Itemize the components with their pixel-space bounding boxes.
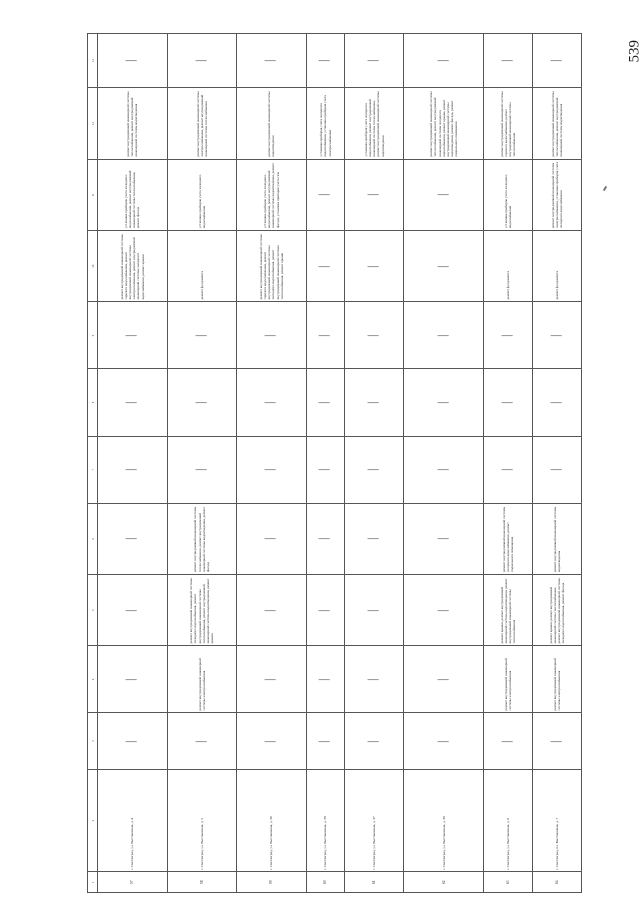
empty-dash-cell: —: [306, 713, 344, 769]
empty-dash-cell: —: [306, 574, 344, 645]
empty-dash-cell: —: [98, 574, 168, 645]
empty-dash-cell: —: [306, 159, 344, 230]
empty-dash-cell: —: [237, 34, 307, 88]
table-row: [404, 34, 484, 893]
empty-dash-cell: —: [533, 369, 582, 436]
work-description-cell: ремонт внутридомовой инженерной системы горячего водоснабжения, ремонт внутридомовой инженерной системы холодного водоснабжения, ремонт внутридомовой инженерной системы теплоснабжения, ремонт крыши: [237, 231, 307, 302]
address-cell: г. Светлоград, ул. Выставочная, д. 36: [237, 769, 307, 872]
work-description-cell: ремонт внутридомовой инженерной системы теплоснабжения, ремонт внутридомовой инженерной системы водоотведения, ремонт фасада: [167, 503, 237, 574]
row-number-cell: 60: [306, 872, 344, 893]
row-number-cell: 64: [533, 872, 582, 893]
empty-dash-cell: —: [345, 713, 404, 769]
empty-dash-cell: —: [345, 369, 404, 436]
empty-dash-cell: —: [167, 302, 237, 369]
work-description-cell: ремонт фундамента: [484, 231, 533, 302]
work-description-cell: ремонт внутридомовой инженерной системы холодного водоснабжения, ремонт внутридомовой инженерной системы теплоснабжения, ремонт внутридомовой инженерной системы водоотведения, ремонт крыши: [167, 574, 237, 645]
empty-dash-cell: —: [533, 713, 582, 769]
table-row: [237, 34, 307, 893]
address-cell: г. Светлоград, ул. Выставочная, д. 37: [345, 769, 404, 872]
empty-dash-cell: —: [306, 436, 344, 503]
empty-dash-cell: —: [404, 436, 484, 503]
empty-dash-cell: —: [345, 302, 404, 369]
empty-dash-cell: —: [237, 646, 307, 713]
empty-dash-cell: —: [404, 574, 484, 645]
column-number-row: [88, 34, 98, 893]
column-number-header: 3: [88, 713, 98, 769]
row-number-cell: 57: [98, 872, 168, 893]
table-row: [484, 34, 533, 893]
empty-dash-cell: —: [484, 369, 533, 436]
work-description-cell: ремонт внутридомовой инженерной системы электроснабжения: [484, 646, 533, 713]
empty-dash-cell: —: [484, 436, 533, 503]
address-cell: г. Светлоград, ул. Выставочная, д. 38: [404, 769, 484, 872]
work-description-cell: установка приборов учета холодного водоснабжения, установка приборов учета электроснабжения: [306, 88, 344, 159]
empty-dash-cell: —: [345, 231, 404, 302]
empty-dash-cell: —: [98, 302, 168, 369]
empty-dash-cell: —: [404, 503, 484, 574]
empty-dash-cell: —: [345, 574, 404, 645]
empty-dash-cell: —: [533, 436, 582, 503]
table-row: [98, 34, 168, 893]
empty-dash-cell: —: [484, 713, 533, 769]
empty-dash-cell: —: [237, 369, 307, 436]
empty-dash-cell: —: [306, 646, 344, 713]
column-number-header: 5: [88, 574, 98, 645]
empty-dash-cell: —: [404, 302, 484, 369]
work-description-cell: ремонт внутридомовой инженерной системы электроснабжения: [167, 646, 237, 713]
work-description-cell: ремонт внутридомовой инженерной системы теплоснабжения, ремонт внутридомовой инженерной системы холодного водоснабжения, ремонт крыши, ремонт внутридомовой инженерной системы водоотведения, ремонт фасада, ремонт подвального помещения: [404, 88, 484, 159]
empty-dash-cell: —: [404, 159, 484, 230]
work-description-cell: установка приборов учета холодного водоснабжения: [484, 159, 533, 230]
table-row: [533, 34, 582, 893]
column-number-header: 1: [88, 872, 98, 893]
empty-dash-cell: —: [345, 646, 404, 713]
work-description-cell: ремонт внутридомовой инженерной системы электроснабжения: [533, 646, 582, 713]
empty-dash-cell: —: [167, 34, 237, 88]
address-cell: г. Светлоград, пл. Выставочная, д. 7: [533, 769, 582, 872]
column-number-header: 12: [88, 88, 98, 159]
empty-dash-cell: —: [98, 646, 168, 713]
empty-dash-cell: —: [98, 34, 168, 88]
work-description-cell: установка приборов учета холодного водоснабжения: [167, 159, 237, 230]
empty-dash-cell: —: [404, 369, 484, 436]
empty-dash-cell: —: [237, 574, 307, 645]
column-number-header: 2: [88, 769, 98, 872]
empty-dash-cell: —: [237, 436, 307, 503]
work-description-cell: ремонт внутридомовой инженерной системы теплоснабжения, ремонт внутридомовой инженерной системы водоотведения: [533, 88, 582, 159]
column-number-header: 11: [88, 159, 98, 230]
table-row: [345, 34, 404, 893]
work-description-cell: ремонт внутридомовой инженерной системы водоотведения: [533, 503, 582, 574]
table-row: [306, 34, 344, 893]
empty-dash-cell: —: [345, 436, 404, 503]
work-description-cell: ремонт фундамента: [167, 231, 237, 302]
address-cell: г. Светлоград, ул. Выставочная, д. 4: [98, 769, 168, 872]
column-number-header: 9: [88, 302, 98, 369]
row-number-cell: 63: [484, 872, 533, 893]
empty-dash-cell: —: [237, 503, 307, 574]
work-description-cell: ремонт фундамента: [533, 231, 582, 302]
rotated-table-container: [87, 33, 582, 893]
work-description-cell: ремонт крыши, ремонт внутридомовой инженерной системы теплоснабжения, ремонт внутридомовой инженерной системы холодного водоснабжения, ремонт фасада: [533, 574, 582, 645]
work-description-cell: ремонт внутридомовой инженерной системы холодного водоснабжения, ремонт подвального помещения: [484, 503, 533, 574]
repair-register-table: [87, 33, 582, 893]
empty-dash-cell: —: [306, 231, 344, 302]
column-number-header: 13: [88, 34, 98, 88]
address-cell: г. Светлоград, ул. Выставочная, д. 38: [306, 769, 344, 872]
work-description-cell: ремонт крыши, ремонт внутридомовой инженерной системы водоотведения, ремонт внутридомовой инженерной системы теплоснабжения: [484, 574, 533, 645]
empty-dash-cell: —: [237, 713, 307, 769]
empty-dash-cell: —: [533, 34, 582, 88]
empty-dash-cell: —: [345, 503, 404, 574]
empty-dash-cell: —: [484, 302, 533, 369]
column-number-header: 4: [88, 646, 98, 713]
empty-dash-cell: —: [404, 646, 484, 713]
empty-dash-cell: —: [345, 34, 404, 88]
empty-dash-cell: —: [484, 34, 533, 88]
work-description-cell: ремонт внутридомовой инженерной системы водоотведения: [237, 88, 307, 159]
empty-dash-cell: —: [404, 34, 484, 88]
empty-dash-cell: —: [98, 503, 168, 574]
row-number-cell: 58: [167, 872, 237, 893]
empty-dash-cell: —: [306, 34, 344, 88]
empty-dash-cell: —: [98, 369, 168, 436]
column-number-header: 7: [88, 436, 98, 503]
work-description-cell: ремонт внутридомовой инженерной системы электроснабжения, ремонт внутридомовой инженерной системы теплоснабжения: [167, 88, 237, 159]
empty-dash-cell: —: [533, 302, 582, 369]
empty-dash-cell: —: [98, 436, 168, 503]
table-row: [167, 34, 237, 893]
column-number-header: 8: [88, 369, 98, 436]
work-description-cell: ремонт внутридомовой инженерной системы горячего водоснабжения, ремонт внутридомовой инженерной системы электроснабжения, ремонт внутридомовой инженерной системы холодного водоснабжения, ремонт крыши: [98, 231, 168, 302]
empty-dash-cell: —: [237, 302, 307, 369]
work-description-cell: ремонт внутридомовой инженерной системы горячего водоснабжения, ремонт внутридомовой инженерной системы теплоснабжения: [484, 88, 533, 159]
work-description-cell: установка приборов учета холодного водоснабжения, ремонт внутридомовой инженерной системы теплоснабжения, ремонт фасада: [98, 159, 168, 230]
work-description-cell: установка приборов учета холодного водоснабжения, ремонт внутридомовой инженерной системы водоотведения, ремонт фасада, установка приборов учета газа: [237, 159, 307, 230]
empty-dash-cell: —: [345, 159, 404, 230]
empty-dash-cell: —: [404, 713, 484, 769]
row-number-cell: 61: [345, 872, 404, 893]
scan-speck: [603, 186, 607, 191]
empty-dash-cell: —: [167, 369, 237, 436]
empty-dash-cell: —: [306, 503, 344, 574]
column-number-header: 10: [88, 231, 98, 302]
empty-dash-cell: —: [404, 231, 484, 302]
row-number-cell: 62: [404, 872, 484, 893]
empty-dash-cell: —: [98, 713, 168, 769]
row-number-cell: 59: [237, 872, 307, 893]
column-number-header: 6: [88, 503, 98, 574]
work-description-cell: ремонт внутридомовой инженерной системы теплоснабжения, ремонт внутридомовой инженерной системы водоотведения: [98, 88, 168, 159]
empty-dash-cell: —: [167, 713, 237, 769]
address-cell: г. Светлоград, ул. Выставочная, д. 5: [167, 769, 237, 872]
address-cell: г. Светлоград, ул. Выставочная, д. 6: [484, 769, 533, 872]
empty-dash-cell: —: [167, 436, 237, 503]
work-description-cell: установка приборов учета холодного водоснабжения, ремонт внутридомовой инженерной системы теплоснабжения, ремонт внутридомовой инженерной системы водоотведения: [345, 88, 404, 159]
empty-dash-cell: —: [306, 369, 344, 436]
empty-dash-cell: —: [306, 302, 344, 369]
page-number: 539: [626, 40, 642, 63]
work-description-cell: ремонт внутридомовой инженерной системы электроснабжения, установка приборов учета холодного водоснабжения: [533, 159, 582, 230]
